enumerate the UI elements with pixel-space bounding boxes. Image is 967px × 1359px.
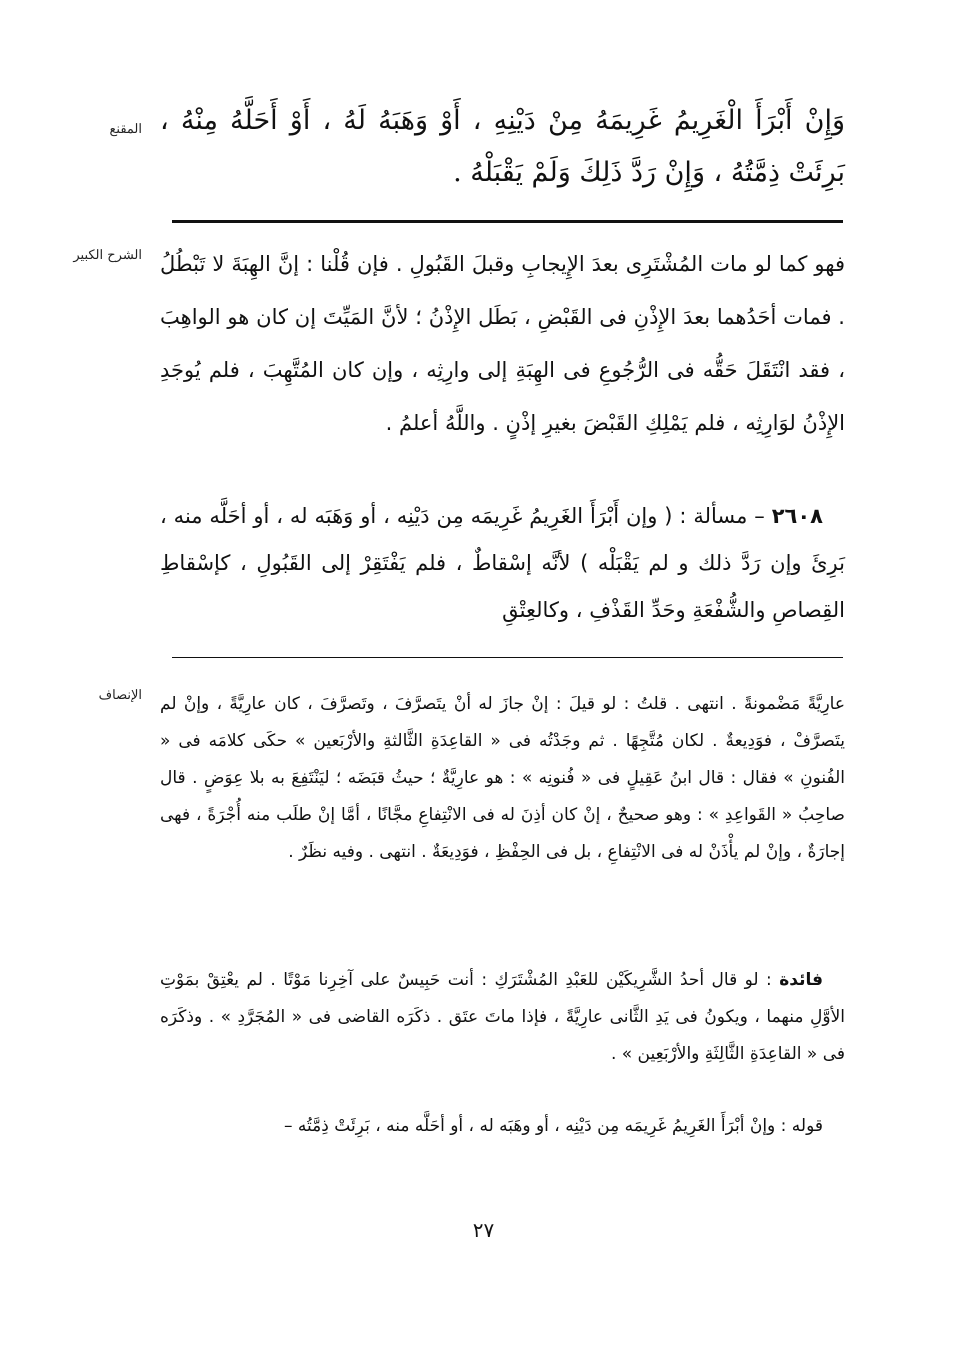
masala-text: – مسألة : ( وإن أَبْرَأَ الغَرِيمُ غَرِيمَه مِن دَيْنِه ، أو وَهَبَه له ، أو أحَلَّه منه ، بَرِئَ وإن رَدَّ ذلك و لم يَقْبَلْه ) لأنَّه إسْقاطٌ ، فلم يَفْتَقِرْ إلى القَبُولِ ، كإسْقاطِ القِصاصِ والشُّفْعَةِ وحَدِّ القَذْفِ ، وكالعِتْقِ: [160, 504, 845, 622]
margin-label-sharh: الشرح الكبير: [73, 248, 142, 263]
qawluh-line: [160, 1108, 845, 1145]
muqni-text: وَإِنْ أَبْرَأَ الْغَرِيمُ غَرِيمَهُ مِنْ دَيْنِهِ ، أَوْ وَهَبَهُ لَهُ ، أَوْ أَحَلَّهُ مِنْهُ ، بَرِئَتْ ذِمَّتُهُ ، وَإِنْ رَدَّ ذَلِكَ وَلَمْ يَقْبَلْهُ .: [160, 105, 845, 188]
faida-paragraph: [160, 962, 845, 1073]
margin-label-muqni: المقنع: [109, 122, 142, 137]
sharh-paragraph-2: [160, 493, 845, 634]
page-number: ٢٧: [472, 1218, 495, 1242]
insaf-paragraph: عارِيَّةً مَضْمونةً . انتهى . قلتُ : لو قيلَ : إنْ جازَ له أنْ يتَصرَّفَ ، وتَصرَّفَ ، كان عارِيَّةً ، وإنْ لم يتَصرَّفْ ، فوَدِيعةٌ . لكان مُتَّجِهًا . ثم وجَدْتُه فى « القاعِدَةِ الثَّالثةِ والأرْبَعين » حكَى كلامَه فى « الفُنونِ » فقال : قال ابنُ عَقِيلٍ فى « فُنونِه » : هو عارِيَّةٌ ؛ حيثُ قبَضَه ؛ ليَنْتَفِعَ به بلا عِوَضٍ . قال صاحِبُ « القَواعِدِ » : وهو صحيحٌ ، إنْ كان أذِنَ له فى الانْتِفاعِ مجَّانًا ، أمَّا إنْ طلَب منه أُجْرَةً ، فهى إجارَةٌ ، وإنْ لم يأْذَنْ له فى الانْتِفاعِ ، بل فى الحِفْظِ ، فوَدِيعَةٌ . انتهى . وفيه نظَرٌ .: [160, 694, 845, 862]
margin-label-insaf: الإنصاف: [98, 688, 142, 703]
divider-thin: [172, 657, 843, 658]
masala-number: ٢٦٠٨: [771, 504, 823, 528]
faida-text: : لو قال أحدُ الشَّرِيكَيْن للعَبْدِ المُشْتَرَكِ : أنت حَبِيسٌ على آخِرِنا مَوْتًا . لم يعْتِقْ بمَوْتِ الأوَّلِ منهما ، ويكونُ فى يَدِ الثَّانى عارِيَّةً ، فإذا ماتَ عتَق . ذكَرَه القاضى فى « المُجَرَّدِ » . وذكَرَه فى « القاعِدَةِ الثَّالِثَةِ والأرْبَعِين » .: [160, 970, 845, 1064]
qawluh-text: قوله : وإنْ أبْرَأَ الغَرِيمُ غَرِيمَه مِن دَيْنِه ، أو وهَبَه له ، أو أحَلَّه منه ، بَرِئَتْ ذِمَّتُه –: [284, 1116, 823, 1136]
sharh-paragraph-1: فهو كما لو مات المُشْتَرِى بعدَ الإِيجابِ وقبلَ القَبُولِ . فإن قُلْنا : إنَّ الهِبَةَ لا تَبْطُلُ . فمات أحَدُهما بعدَ الإِذْنِ فى القَبْضِ ، بَطَل الإِذْنُ ؛ لأنَّ المَيِّتَ إن كان هو الواهِبَ ، فقد انْتَقَلَ حَقُّه فى الرُّجُوعِ فى الهِبَةِ إلى وارِثِه ، وإن كان المُتَّهِبَ ، فلم يُوجَدِ الإِذْنُ لوَارِثِه ، فلم يَمْلِكِ القَبْضَ بغيرِ إذْنٍ . واللَّهُ أعلمُ .: [160, 252, 845, 435]
faida-label: فائدة: [779, 970, 823, 990]
divider-thick: [172, 220, 843, 223]
